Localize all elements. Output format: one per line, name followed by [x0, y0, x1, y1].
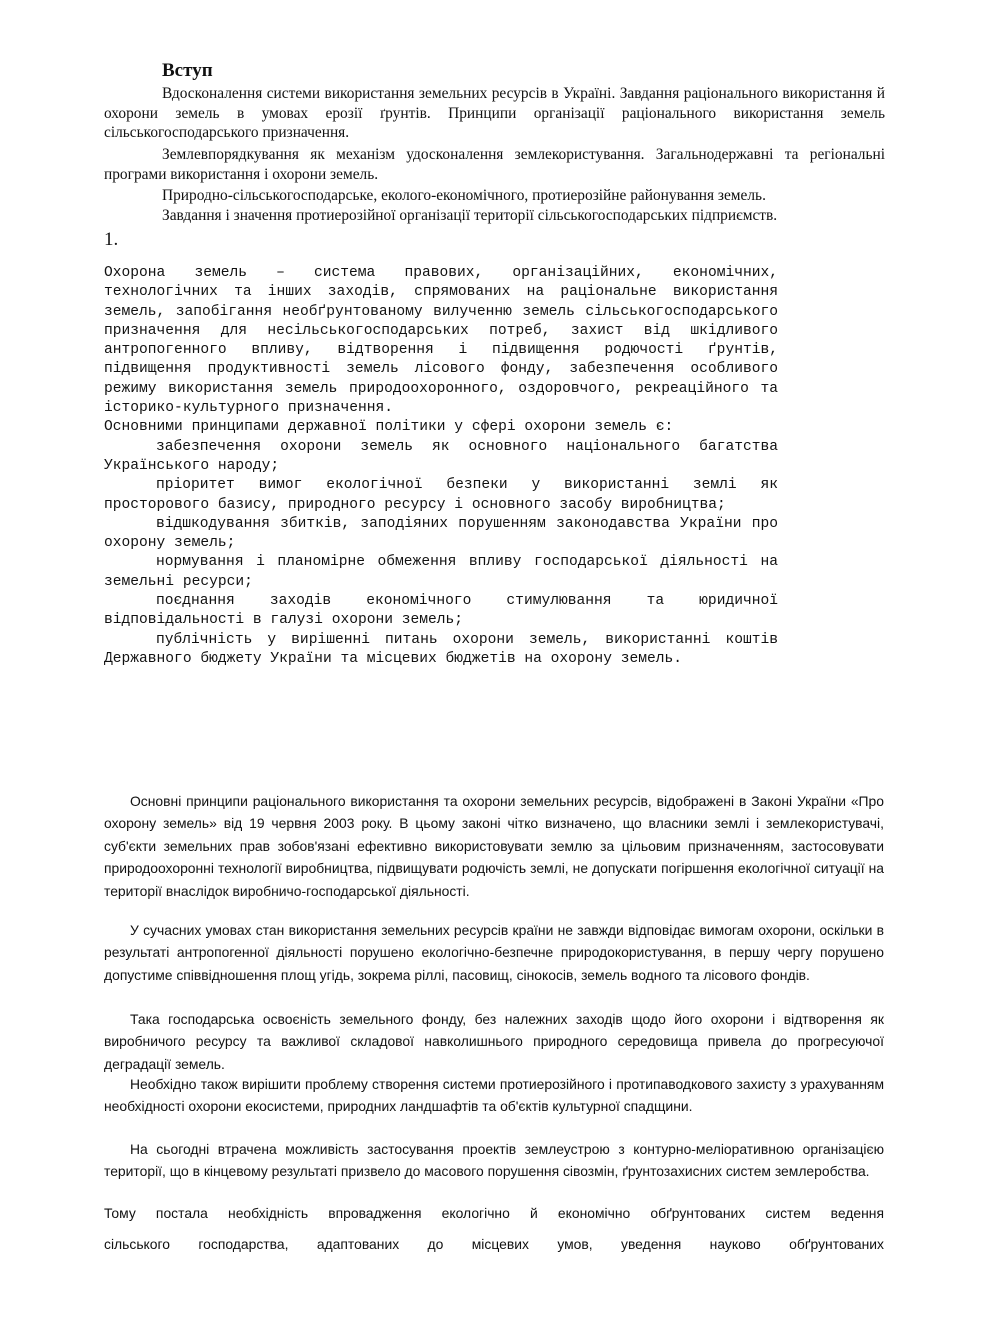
principle-item: поєднання заходів економічного стимулювання та юридичної відповідальності в галузі охорони земель; — [104, 593, 778, 629]
principle-item: забезпечення охорони земель як основного національного багатства Українського народу; — [104, 438, 778, 474]
closing-line-2: сільського господарства, адаптованих до місцевих умов, уведення науково обґрунтованих — [104, 1236, 884, 1252]
intro-item-1: Вдосконалення системи використання земельних ресурсів в Україні. Завдання раціонального використання й охорони земель в умовах ерозії ґрунтів. Принципи організації раціонального використання земель сільськогосподарського призначення. — [104, 85, 885, 141]
body-paragraph-1: Основні принципи раціонального використання та охорони земельних ресурсів, відображені в Законі України «Про охорону земель» від 19 червня 2003 року. В цьому законі чітко визначено, що власники землі і землекористувачі, суб'єкти земельних прав зобов'язані ефективно використовувати землю за цільовим призначенням, застосовувати природоохоронні технології виробництва, підвищувати родючість землі, не допускати погіршення екологічної ситуації на території внаслідок виробничо-господарської діяльності. — [104, 793, 884, 899]
principles-intro: Основними принципами державної політики у сфері охорони земель є: — [104, 419, 674, 436]
intro-item-3: Природно-сільськогосподарське, еколого-економічного, протиерозійне районування земель. — [162, 187, 766, 204]
principle-item: відшкодування збитків, заподіяних порушенням законодавства України про охорону земель; — [104, 515, 778, 552]
section-number: 1. — [104, 229, 119, 250]
definition-paragraph: Охорона земель – система правових, організаційних, економічних, технологічних та інших заходів, спрямованих на раціональне використання земель, запобігання необґрунтованому вилученню земель сільськогосподарського призначення для несільськогосподарських потреб, захист від шкідливого антропогенного впливу, відтворення і підвищення родючості ґрунтів, підвищення продуктивності земель лісового фонду, забезпечення особливого режиму використання земель природоохоронного, оздоровчого, рекреаційного та історико-культурного призначення. — [104, 265, 778, 417]
closing-line-1: Тому постала необхідність впровадження екологічно й економічно обґрунтованих систем ведення — [104, 1205, 884, 1221]
principle-item: публічність у вирішенні питань охорони земель, використанні коштів Державного бюджету України та місцевих бюджетів на охорону земель. — [104, 631, 778, 667]
principle-item: нормування і планомірне обмеження впливу господарської діяльності на земельні ресурси; — [104, 554, 778, 590]
body-paragraph-2: У сучасних умовах стан використання земельних ресурсів країни не завжди відповідає вимогам охорони, оскільки в результаті антропогенної діяльності порушено екологічно-безпечне природокористування, в першу чергу порушено допустиме співвідношення площ угідь, зокрема ріллі, пасовищ, сінокосів, земель водного та лісового фондів. — [104, 922, 884, 983]
intro-item-4: Завдання і значення протиерозійної організації території сільськогосподарських підприємств. — [162, 207, 778, 224]
intro-item-2: Землевпорядкування як механізм удосконалення землекористування. Загальнодержавні та регіональні програми використання і охорони земель. — [104, 146, 885, 183]
intro-heading: Вступ — [162, 60, 213, 81]
body-paragraph-4: Необхідно також вирішити проблему створення системи протиерозійного і протипаводкового захисту з урахуванням необхідності охорони екосистеми, природних ландшафтів та об'єктів культурної спадщини. — [104, 1076, 884, 1115]
definition-block — [104, 264, 778, 669]
principle-item: пріоритет вимог екологічної безпеки у використанні землі як просторового базису, природного ресурсу і основного засобу виробництва; — [104, 477, 778, 513]
body-paragraph-3: Така господарська освоєність земельного фонду, без належних заходів щодо його охорони і відтворення як виробничого ресурсу та важливої складової навколишнього природного середовища привела до прогресуючої деградації земель. — [104, 1011, 884, 1072]
body-paragraph-5: На сьогодні втрачена можливість застосування проектів землеустрою з контурно-меліоративною організацією території, що в кінцевому результаті призвело до масового порушення сівозмін, ґрунтозахисних систем землеробства. — [104, 1141, 884, 1180]
